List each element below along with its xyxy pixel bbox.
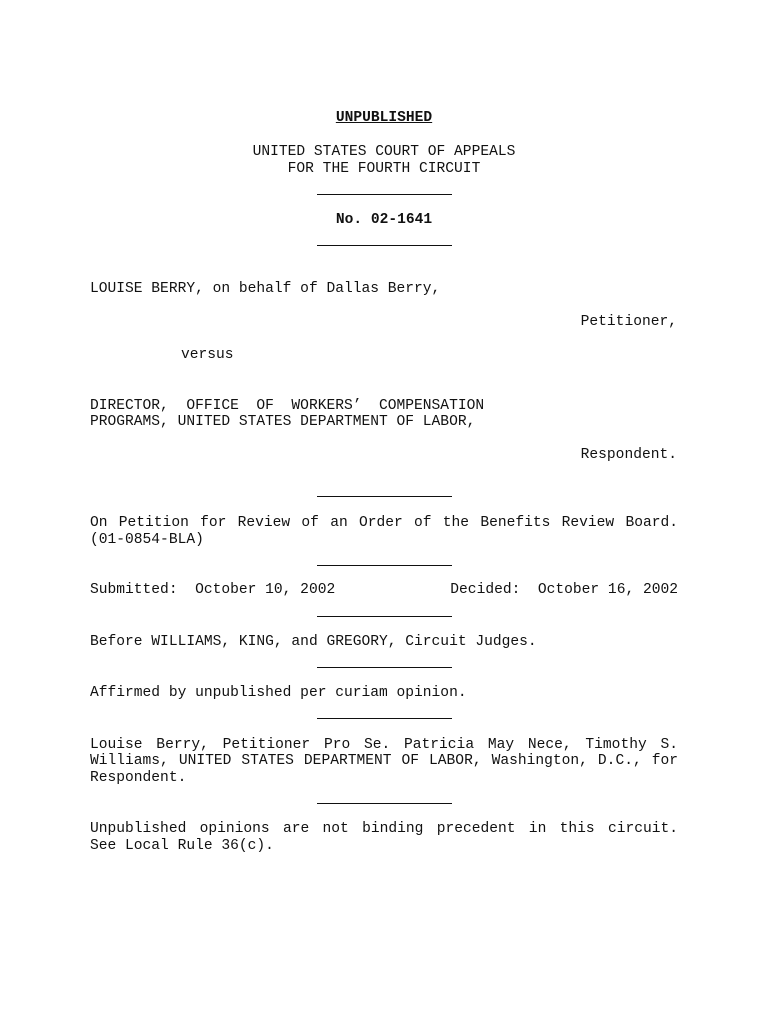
unpublished-heading: UNPUBLISHED bbox=[335, 110, 433, 126]
versus-label: versus bbox=[181, 347, 234, 363]
divider-rule bbox=[317, 718, 452, 719]
notice-line2: See Local Rule 36(c). bbox=[90, 838, 274, 854]
petitioner-name: LOUISE BERRY, on behalf of Dallas Berry, bbox=[90, 281, 441, 297]
dates-row bbox=[90, 582, 678, 599]
petitioner-role: Petitioner, bbox=[580, 314, 677, 330]
disposition: Affirmed by unpublished per curiam opinion. bbox=[90, 685, 467, 701]
counsel-line2: Williams, UNITED STATES DEPARTMENT OF LABOR, Washington, D.C., for bbox=[90, 753, 678, 769]
divider-rule bbox=[317, 496, 452, 497]
court-name-line2: FOR THE FOURTH CIRCUIT bbox=[287, 161, 481, 177]
panel-judges: Before WILLIAMS, KING, and GREGORY, Circuit Judges. bbox=[90, 634, 537, 650]
petition-docket: (01-0854-BLA) bbox=[90, 532, 204, 548]
divider-rule bbox=[317, 245, 452, 246]
submitted-date: Submitted: October 10, 2002 bbox=[90, 582, 336, 598]
divider-rule bbox=[317, 565, 452, 566]
divider-rule bbox=[317, 616, 452, 617]
counsel-line3: Respondent. bbox=[90, 770, 187, 786]
court-name-line1: UNITED STATES COURT OF APPEALS bbox=[252, 144, 516, 160]
petition-line1: On Petition for Review of an Order of the Benefits Review Board. bbox=[90, 515, 678, 531]
respondent-line1: DIRECTOR, OFFICE OF WORKERS’ COMPENSATION bbox=[90, 398, 485, 414]
counsel-line1: Louise Berry, Petitioner Pro Se. Patricia May Nece, Timothy S. bbox=[90, 737, 678, 753]
case-number: No. 02-1641 bbox=[335, 212, 433, 228]
divider-rule bbox=[317, 803, 452, 804]
respondent-line2: PROGRAMS, UNITED STATES DEPARTMENT OF LABOR, bbox=[90, 414, 476, 430]
decided-date: Decided: October 16, 2002 bbox=[450, 582, 678, 598]
divider-rule bbox=[317, 194, 452, 195]
divider-rule bbox=[317, 667, 452, 668]
respondent-role: Respondent. bbox=[580, 447, 677, 463]
notice-line1: Unpublished opinions are not binding precedent in this circuit. bbox=[90, 821, 678, 837]
